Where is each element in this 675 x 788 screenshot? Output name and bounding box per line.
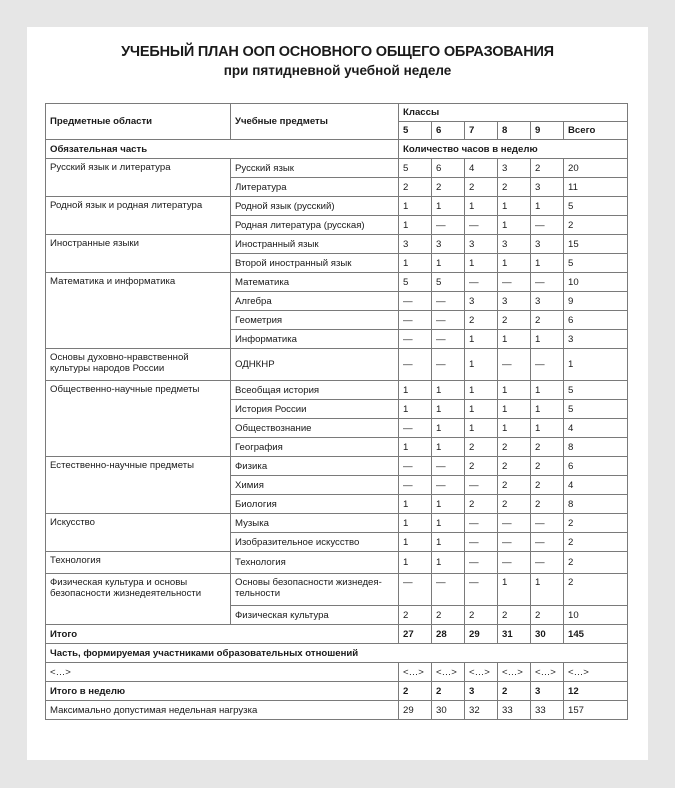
hours-cell: 1 bbox=[432, 197, 465, 216]
itogo-row-value: 27 bbox=[399, 625, 432, 644]
hours-cell: — bbox=[399, 311, 432, 330]
subject-cell: Физическая культура bbox=[231, 606, 399, 625]
hours-cell: 3 bbox=[432, 235, 465, 254]
table-row bbox=[46, 349, 628, 381]
subject-cell: ОДНКНР bbox=[231, 349, 399, 381]
subject-area-cell: Русский язык и литература bbox=[46, 159, 231, 197]
subject-cell: Иностранный язык bbox=[231, 235, 399, 254]
hours-cell: — bbox=[465, 552, 498, 574]
week-total-row-value: 2 bbox=[498, 682, 531, 701]
placeholder-row-value: <…> bbox=[399, 663, 432, 682]
hours-cell: 1 bbox=[465, 419, 498, 438]
subject-cell: Алгебра bbox=[231, 292, 399, 311]
total-hours-cell: 6 bbox=[564, 311, 628, 330]
subject-cell: Биология bbox=[231, 495, 399, 514]
subject-area-cell: Иностранные языки bbox=[46, 235, 231, 273]
subject-area-cell: Основы духовно-нравственной культуры народов России bbox=[46, 349, 231, 381]
hours-cell: 2 bbox=[465, 606, 498, 625]
hours-cell: 2 bbox=[531, 438, 564, 457]
hours-cell: 2 bbox=[399, 606, 432, 625]
hours-cell: 1 bbox=[432, 254, 465, 273]
placeholder-row bbox=[46, 663, 628, 682]
hours-cell: 1 bbox=[465, 330, 498, 349]
hours-cell: 1 bbox=[465, 254, 498, 273]
itogo-row-value: 145 bbox=[564, 625, 628, 644]
hours-label: Количество часов в неделю bbox=[399, 140, 628, 159]
hours-cell: 1 bbox=[498, 254, 531, 273]
hours-cell: — bbox=[465, 533, 498, 552]
hours-cell: 1 bbox=[399, 254, 432, 273]
hours-cell: — bbox=[498, 514, 531, 533]
subject-cell: Обществознание bbox=[231, 419, 399, 438]
part2-row bbox=[46, 644, 628, 663]
subject-area-cell: Общественно-научные предметы bbox=[46, 381, 231, 457]
itogo-row-value: 29 bbox=[465, 625, 498, 644]
header-grade-6: 6 bbox=[432, 122, 465, 140]
hours-cell: — bbox=[465, 514, 498, 533]
subject-cell: Математика bbox=[231, 273, 399, 292]
hours-cell: — bbox=[399, 476, 432, 495]
hours-cell: 4 bbox=[465, 159, 498, 178]
total-hours-cell: 8 bbox=[564, 495, 628, 514]
hours-cell: 2 bbox=[498, 476, 531, 495]
subject-cell: История России bbox=[231, 400, 399, 419]
curriculum-table bbox=[45, 103, 628, 720]
total-hours-cell: 4 bbox=[564, 419, 628, 438]
week-total-row-value: 2 bbox=[432, 682, 465, 701]
hours-cell: 1 bbox=[531, 574, 564, 606]
page-title: УЧЕБНЫЙ ПЛАН ООП ОСНОВНОГО ОБЩЕГО ОБРАЗОВАНИЯ bbox=[121, 44, 554, 60]
hours-cell: 1 bbox=[432, 552, 465, 574]
table-row bbox=[46, 273, 628, 292]
max-load-row-value: 157 bbox=[564, 701, 628, 720]
hours-cell: 1 bbox=[432, 533, 465, 552]
hours-cell: 1 bbox=[531, 330, 564, 349]
week-total-row-value: 2 bbox=[399, 682, 432, 701]
total-hours-cell: 6 bbox=[564, 457, 628, 476]
subject-cell: Физика bbox=[231, 457, 399, 476]
subject-cell: Музыка bbox=[231, 514, 399, 533]
hours-cell: 5 bbox=[399, 159, 432, 178]
subject-area-cell: Естественно-научные предметы bbox=[46, 457, 231, 514]
hours-cell: 2 bbox=[531, 159, 564, 178]
total-hours-cell: 2 bbox=[564, 552, 628, 574]
hours-cell: 1 bbox=[399, 552, 432, 574]
hours-cell: 1 bbox=[432, 381, 465, 400]
max-load-row-value: 29 bbox=[399, 701, 432, 720]
hours-cell: 1 bbox=[498, 574, 531, 606]
hours-cell: 3 bbox=[531, 292, 564, 311]
hours-cell: 1 bbox=[399, 197, 432, 216]
total-hours-cell: 2 bbox=[564, 574, 628, 606]
hours-cell: 2 bbox=[498, 438, 531, 457]
hours-cell: — bbox=[432, 476, 465, 495]
hours-cell: 2 bbox=[432, 178, 465, 197]
max-load-row-value: 30 bbox=[432, 701, 465, 720]
hours-cell: 2 bbox=[432, 606, 465, 625]
hours-cell: — bbox=[399, 419, 432, 438]
itogo-row-value: 31 bbox=[498, 625, 531, 644]
subject-cell: Всеобщая история bbox=[231, 381, 399, 400]
subject-area-cell: Родной язык и родная литература bbox=[46, 197, 231, 235]
hours-cell: 2 bbox=[498, 311, 531, 330]
table-row bbox=[46, 514, 628, 533]
itogo-row-label: Итого bbox=[46, 625, 399, 644]
subject-cell: Второй иностранный язык bbox=[231, 254, 399, 273]
hours-cell: — bbox=[432, 311, 465, 330]
hours-cell: 1 bbox=[432, 495, 465, 514]
hours-cell: 1 bbox=[432, 419, 465, 438]
subject-cell: Изобразительное искусство bbox=[231, 533, 399, 552]
table-row bbox=[46, 457, 628, 476]
subject-area-cell: Технология bbox=[46, 552, 231, 574]
hours-cell: 2 bbox=[531, 457, 564, 476]
header-grade-5: 5 bbox=[399, 122, 432, 140]
total-hours-cell: 4 bbox=[564, 476, 628, 495]
hours-cell: — bbox=[432, 330, 465, 349]
hours-cell: — bbox=[531, 552, 564, 574]
total-hours-cell: 2 bbox=[564, 533, 628, 552]
hours-cell: 1 bbox=[498, 381, 531, 400]
hours-cell: — bbox=[465, 216, 498, 235]
total-hours-cell: 5 bbox=[564, 254, 628, 273]
hours-cell: 2 bbox=[498, 178, 531, 197]
hours-cell: — bbox=[399, 330, 432, 349]
hours-cell: — bbox=[399, 457, 432, 476]
hours-cell: 2 bbox=[465, 438, 498, 457]
subject-cell: Химия bbox=[231, 476, 399, 495]
placeholder-row-value: <…> bbox=[531, 663, 564, 682]
hours-cell: 6 bbox=[432, 159, 465, 178]
hours-cell: 2 bbox=[399, 178, 432, 197]
part2-label: Часть, формируемая участниками образовательных отношений bbox=[46, 644, 628, 663]
hours-cell: 3 bbox=[498, 235, 531, 254]
hours-cell: 1 bbox=[531, 197, 564, 216]
hours-cell: — bbox=[531, 273, 564, 292]
mandatory-label: Обязательная часть bbox=[46, 140, 399, 159]
hours-cell: 1 bbox=[498, 197, 531, 216]
hours-cell: — bbox=[498, 349, 531, 381]
hours-cell: 2 bbox=[531, 311, 564, 330]
subject-cell: Геометрия bbox=[231, 311, 399, 330]
hours-cell: 1 bbox=[432, 514, 465, 533]
hours-cell: — bbox=[432, 216, 465, 235]
hours-cell: — bbox=[432, 574, 465, 606]
hours-cell: 1 bbox=[498, 419, 531, 438]
placeholder-row-label: <…> bbox=[46, 663, 399, 682]
page-subtitle: при пятидневной учебной неделе bbox=[223, 63, 452, 78]
total-hours-cell: 10 bbox=[564, 606, 628, 625]
hours-cell: — bbox=[465, 574, 498, 606]
hours-cell: 1 bbox=[399, 533, 432, 552]
total-hours-cell: 10 bbox=[564, 273, 628, 292]
hours-cell: — bbox=[465, 273, 498, 292]
hours-cell: 1 bbox=[399, 216, 432, 235]
hours-cell: 1 bbox=[498, 330, 531, 349]
hours-cell: 1 bbox=[531, 254, 564, 273]
hours-cell: — bbox=[498, 552, 531, 574]
subject-cell: Родной язык (русский) bbox=[231, 197, 399, 216]
total-hours-cell: 3 bbox=[564, 330, 628, 349]
total-hours-cell: 11 bbox=[564, 178, 628, 197]
itogo-row bbox=[46, 625, 628, 644]
header-grade-8: 8 bbox=[498, 122, 531, 140]
hours-cell: 1 bbox=[399, 514, 432, 533]
mandatory-row bbox=[46, 140, 628, 159]
subject-cell: Технология bbox=[231, 552, 399, 574]
hours-cell: 1 bbox=[399, 495, 432, 514]
week-total-row-value: 3 bbox=[465, 682, 498, 701]
total-hours-cell: 15 bbox=[564, 235, 628, 254]
placeholder-row-value: <…> bbox=[465, 663, 498, 682]
hours-cell: 1 bbox=[498, 400, 531, 419]
hours-cell: — bbox=[432, 292, 465, 311]
total-hours-cell: 20 bbox=[564, 159, 628, 178]
hours-cell: 3 bbox=[465, 235, 498, 254]
itogo-row-value: 28 bbox=[432, 625, 465, 644]
hours-cell: 1 bbox=[399, 400, 432, 419]
table-row bbox=[46, 574, 628, 606]
placeholder-row-value: <…> bbox=[564, 663, 628, 682]
total-hours-cell: 1 bbox=[564, 349, 628, 381]
hours-cell: 5 bbox=[432, 273, 465, 292]
hours-cell: 1 bbox=[498, 216, 531, 235]
table-row bbox=[46, 159, 628, 178]
hours-cell: 3 bbox=[498, 159, 531, 178]
subject-cell: Информатика bbox=[231, 330, 399, 349]
hours-cell: 2 bbox=[498, 606, 531, 625]
total-hours-cell: 5 bbox=[564, 197, 628, 216]
max-load-row bbox=[46, 701, 628, 720]
subject-cell: Литература bbox=[231, 178, 399, 197]
hours-cell: — bbox=[531, 349, 564, 381]
hours-cell: — bbox=[432, 349, 465, 381]
hours-cell: 2 bbox=[465, 311, 498, 330]
hours-cell: 3 bbox=[498, 292, 531, 311]
header-grade-7: 7 bbox=[465, 122, 498, 140]
hours-cell: — bbox=[399, 349, 432, 381]
hours-cell: — bbox=[432, 457, 465, 476]
table-row bbox=[46, 552, 628, 574]
week-total-row-value: 12 bbox=[564, 682, 628, 701]
placeholder-row-value: <…> bbox=[432, 663, 465, 682]
hours-cell: 2 bbox=[531, 495, 564, 514]
header-total: Всего bbox=[564, 122, 628, 140]
hours-cell: 1 bbox=[531, 381, 564, 400]
hours-cell: 3 bbox=[531, 235, 564, 254]
itogo-row-value: 30 bbox=[531, 625, 564, 644]
hours-cell: 3 bbox=[399, 235, 432, 254]
hours-cell: 1 bbox=[531, 419, 564, 438]
hours-cell: 1 bbox=[465, 381, 498, 400]
total-hours-cell: 2 bbox=[564, 514, 628, 533]
hours-cell: 2 bbox=[498, 457, 531, 476]
table-row bbox=[46, 235, 628, 254]
table-body bbox=[46, 104, 628, 720]
max-load-row-label: Максимально допустимая недельная нагрузка bbox=[46, 701, 399, 720]
hours-cell: 1 bbox=[465, 349, 498, 381]
total-hours-cell: 8 bbox=[564, 438, 628, 457]
week-total-row-value: 3 bbox=[531, 682, 564, 701]
hours-cell: — bbox=[399, 292, 432, 311]
hours-cell: 2 bbox=[465, 457, 498, 476]
hours-cell: 1 bbox=[399, 381, 432, 400]
hours-cell: — bbox=[498, 533, 531, 552]
subject-area-cell: Искусство bbox=[46, 514, 231, 552]
placeholder-row-value: <…> bbox=[498, 663, 531, 682]
hours-cell: 1 bbox=[432, 400, 465, 419]
max-load-row-value: 33 bbox=[531, 701, 564, 720]
hours-cell: 1 bbox=[465, 197, 498, 216]
hours-cell: 2 bbox=[465, 178, 498, 197]
subject-cell: Родная литература (русская) bbox=[231, 216, 399, 235]
hours-cell: 3 bbox=[465, 292, 498, 311]
hours-cell: 3 bbox=[531, 178, 564, 197]
hours-cell: — bbox=[465, 476, 498, 495]
subject-cell: Основы безопасности жизнедея-тельности bbox=[231, 574, 399, 606]
hours-cell: 2 bbox=[531, 476, 564, 495]
hours-cell: — bbox=[498, 273, 531, 292]
header-areas: Предметные области bbox=[46, 104, 231, 140]
total-hours-cell: 5 bbox=[564, 400, 628, 419]
header-subjects: Учебные предметы bbox=[231, 104, 399, 140]
hours-cell: — bbox=[531, 216, 564, 235]
hours-cell: — bbox=[399, 574, 432, 606]
total-hours-cell: 2 bbox=[564, 216, 628, 235]
hours-cell: 1 bbox=[432, 438, 465, 457]
hours-cell: 1 bbox=[531, 400, 564, 419]
hours-cell: — bbox=[531, 514, 564, 533]
total-hours-cell: 9 bbox=[564, 292, 628, 311]
max-load-row-value: 33 bbox=[498, 701, 531, 720]
subject-area-cell: Математика и информатика bbox=[46, 273, 231, 349]
header-classes: Классы bbox=[399, 104, 628, 122]
week-total-row bbox=[46, 682, 628, 701]
header-row bbox=[46, 104, 628, 122]
hours-cell: 1 bbox=[465, 400, 498, 419]
hours-cell: 2 bbox=[465, 495, 498, 514]
subject-cell: География bbox=[231, 438, 399, 457]
week-total-row-label: Итого в неделю bbox=[46, 682, 399, 701]
subject-area-cell: Физическая культура и основы безопасности жизнедеятельности bbox=[46, 574, 231, 625]
hours-cell: 5 bbox=[399, 273, 432, 292]
hours-cell: 2 bbox=[531, 606, 564, 625]
subject-cell: Русский язык bbox=[231, 159, 399, 178]
hours-cell: 2 bbox=[498, 495, 531, 514]
header-grade-9: 9 bbox=[531, 122, 564, 140]
total-hours-cell: 5 bbox=[564, 381, 628, 400]
hours-cell: — bbox=[531, 533, 564, 552]
table-row bbox=[46, 197, 628, 216]
max-load-row-value: 32 bbox=[465, 701, 498, 720]
table-row bbox=[46, 381, 628, 400]
hours-cell: 1 bbox=[399, 438, 432, 457]
